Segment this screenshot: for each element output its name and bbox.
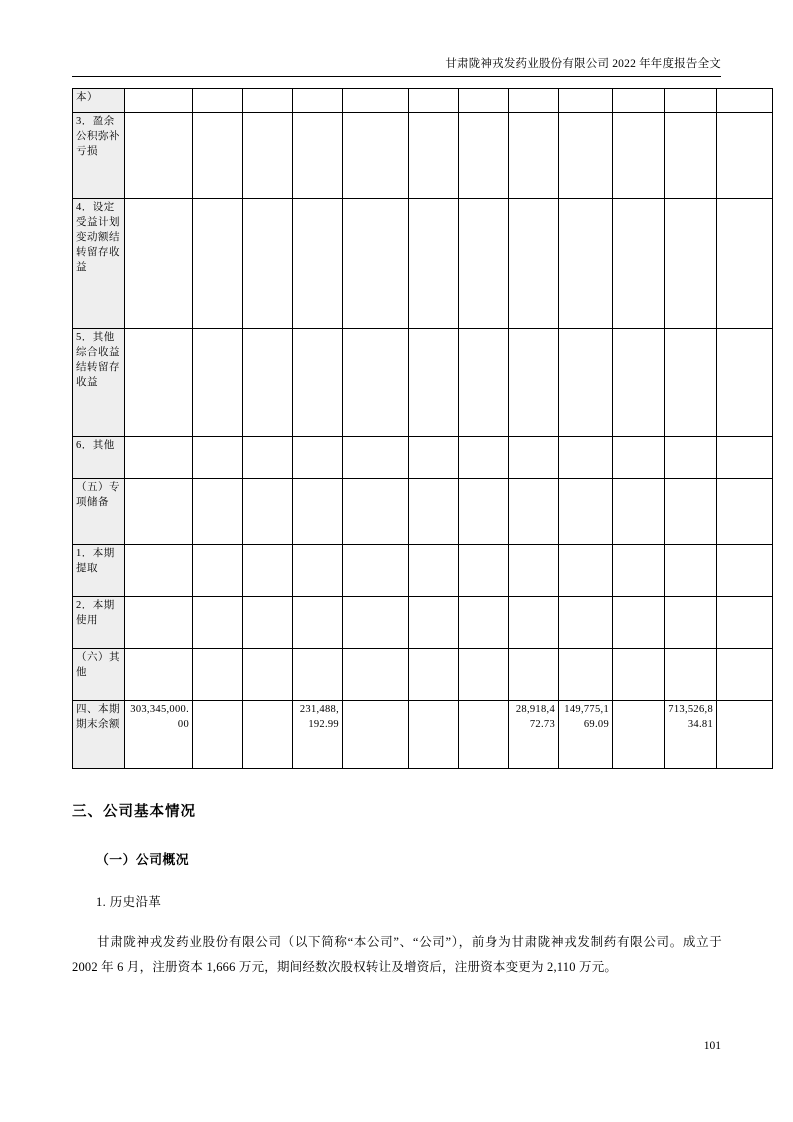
row-label: （五）专项储备: [73, 479, 125, 545]
cell: [409, 329, 459, 437]
cell: [293, 89, 343, 113]
cell: [459, 329, 509, 437]
cell: [125, 545, 193, 597]
cell: [559, 113, 613, 199]
cell: [613, 329, 665, 437]
cell: [193, 89, 243, 113]
table-row: [73, 199, 773, 329]
cell: [343, 545, 409, 597]
cell: [459, 479, 509, 545]
header-title: 甘肃陇神戎发药业股份有限公司 2022 年年度报告全文: [445, 58, 721, 70]
cell: [665, 113, 717, 199]
cell: [193, 597, 243, 649]
cell: [665, 199, 717, 329]
cell: [293, 437, 343, 479]
cell: [613, 701, 665, 769]
cell: [717, 437, 773, 479]
cell: [509, 89, 559, 113]
cell: [243, 545, 293, 597]
cell: [125, 329, 193, 437]
item-heading: 1. 历史沿革: [96, 895, 162, 909]
cell: 303,345,000.00: [125, 701, 193, 769]
row-label: 本）: [73, 89, 125, 113]
cell: [343, 89, 409, 113]
cell: [459, 113, 509, 199]
cell: [665, 89, 717, 113]
cell: [717, 329, 773, 437]
cell: [665, 437, 717, 479]
row-label: 3．盈余公积弥补亏损: [73, 113, 125, 199]
body-paragraph: 甘肃陇神戎发药业股份有限公司（以下简称“本公司”、“公司”），前身为甘肃陇神戎发制药有限公司。成立于 2002 年 6 月，注册资本 1,666 万元，期间经数次股权转让及增资后，注册资本变更为 2,110 万元。: [72, 935, 722, 974]
cell: [559, 437, 613, 479]
cell: [293, 113, 343, 199]
table-row: [73, 437, 773, 479]
cell: [409, 479, 459, 545]
cell: [243, 701, 293, 769]
cell: [509, 113, 559, 199]
cell: [459, 649, 509, 701]
cell: 713,526,834.81: [665, 701, 717, 769]
cell: [193, 437, 243, 479]
table-row: [73, 701, 773, 769]
table-row: [73, 113, 773, 199]
cell: [343, 701, 409, 769]
cell: [243, 89, 293, 113]
cell: [665, 597, 717, 649]
cell: [409, 701, 459, 769]
cell: [243, 437, 293, 479]
table-row: [73, 597, 773, 649]
cell: [193, 479, 243, 545]
cell: [125, 479, 193, 545]
cell: [193, 199, 243, 329]
cell: [125, 113, 193, 199]
cell: [613, 437, 665, 479]
table-row: [73, 89, 773, 113]
cell: [559, 199, 613, 329]
cell: [717, 597, 773, 649]
cell: [343, 649, 409, 701]
cell: [125, 597, 193, 649]
cell: [459, 199, 509, 329]
cell: [409, 199, 459, 329]
cell: [717, 701, 773, 769]
cell: [193, 113, 243, 199]
cell: [193, 545, 243, 597]
cell: [293, 479, 343, 545]
financial-table-container: [72, 88, 722, 769]
cell: [343, 329, 409, 437]
cell: 231,488,192.99: [293, 701, 343, 769]
cell: [509, 649, 559, 701]
cell: [343, 437, 409, 479]
cell: [343, 597, 409, 649]
cell: [509, 199, 559, 329]
cell: [509, 597, 559, 649]
cell: [293, 545, 343, 597]
cell: [459, 597, 509, 649]
cell: [717, 479, 773, 545]
cell: [409, 89, 459, 113]
cell: [509, 479, 559, 545]
cell: [409, 437, 459, 479]
cell: [665, 649, 717, 701]
cell: [665, 479, 717, 545]
cell: [613, 649, 665, 701]
cell: [243, 479, 293, 545]
cell: [559, 649, 613, 701]
cell: [409, 649, 459, 701]
section-heading: 三、公司基本情况: [72, 804, 196, 820]
cell: [343, 113, 409, 199]
cell: [125, 649, 193, 701]
row-label: 1．本期提取: [73, 545, 125, 597]
cell: [193, 329, 243, 437]
cell: [613, 479, 665, 545]
cell: [613, 113, 665, 199]
cell: [193, 701, 243, 769]
row-label: 5．其他综合收益结转留存收益: [73, 329, 125, 437]
row-label: （六）其他: [73, 649, 125, 701]
cell: [717, 649, 773, 701]
cell: [665, 545, 717, 597]
cell: [559, 479, 613, 545]
page-header: [72, 55, 721, 77]
cell: [717, 113, 773, 199]
cell: [613, 597, 665, 649]
row-label: 6．其他: [73, 437, 125, 479]
cell: [243, 199, 293, 329]
cell: [665, 329, 717, 437]
table-row: [73, 545, 773, 597]
page-number: 101: [703, 1040, 721, 1052]
cell: [613, 89, 665, 113]
cell: 28,918,472.73: [509, 701, 559, 769]
cell: [459, 701, 509, 769]
table-row: [73, 479, 773, 545]
cell: [559, 89, 613, 113]
cell: [293, 199, 343, 329]
cell: [343, 479, 409, 545]
cell: [509, 437, 559, 479]
subsection-heading: （一）公司概况: [96, 852, 190, 867]
cell: [125, 437, 193, 479]
cell: [459, 89, 509, 113]
cell: [343, 199, 409, 329]
cell: [459, 437, 509, 479]
cell: [193, 649, 243, 701]
cell: [559, 329, 613, 437]
cell: [243, 113, 293, 199]
body-content: [72, 800, 722, 980]
cell: [559, 545, 613, 597]
cell: [243, 649, 293, 701]
cell: [409, 545, 459, 597]
cell: 149,775,169.09: [559, 701, 613, 769]
cell: [509, 329, 559, 437]
cell: [459, 545, 509, 597]
cell: [125, 89, 193, 113]
cell: [717, 545, 773, 597]
cell: [243, 329, 293, 437]
cell: [613, 199, 665, 329]
cell: [125, 199, 193, 329]
cell: [717, 199, 773, 329]
cell: [293, 649, 343, 701]
cell: [293, 597, 343, 649]
cell: [409, 113, 459, 199]
cell: [717, 89, 773, 113]
cell: [509, 545, 559, 597]
cell: [409, 597, 459, 649]
cell: [613, 545, 665, 597]
equity-change-table: [72, 88, 773, 769]
cell: [559, 597, 613, 649]
header-divider: [72, 76, 721, 77]
cell: [293, 329, 343, 437]
row-label: 4．设定受益计划变动额结转留存收益: [73, 199, 125, 329]
table-row: [73, 649, 773, 701]
row-label: 四、本期期末余额: [73, 701, 125, 769]
cell: [243, 597, 293, 649]
row-label: 2．本期使用: [73, 597, 125, 649]
table-row: [73, 329, 773, 437]
